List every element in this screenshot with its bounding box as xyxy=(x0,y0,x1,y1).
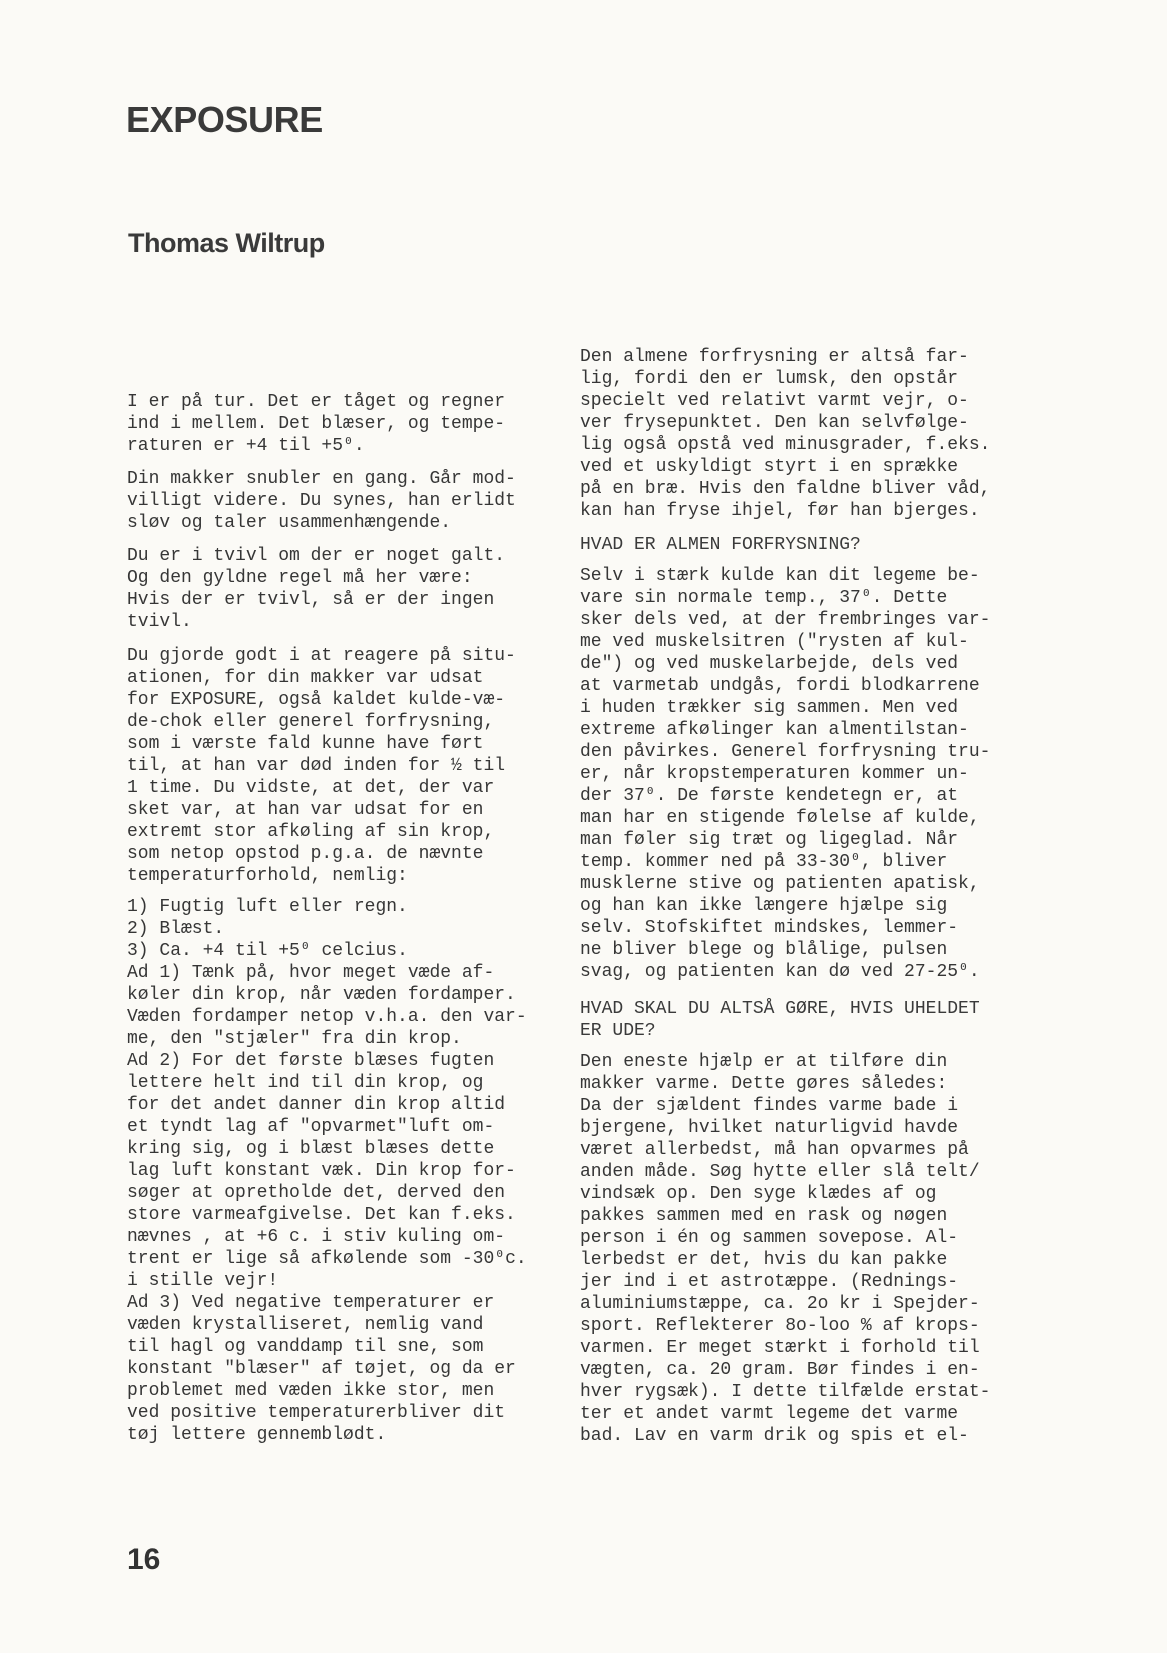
paragraph-intro: I er på tur. Det er tåget og regner ind i mellem. Det blæser, og tempe- raturen er +4 til +5⁰. xyxy=(127,392,506,456)
list-item: 2) Blæst. xyxy=(127,919,225,939)
right-column xyxy=(580,346,990,1447)
paragraph-what-to-do: Den eneste hjælp er at tilføre din makker varme. Dette gøres således: Da der sjældent findes varme bade i bjergene, hvilket naturligvid havde været allerbedst, må han opvarmes på anden måde. Søg hytte eller slå telt/ vindsæk op. Den syge klædes af og pakkes sammen med en rask og nøgen person i én og sammen sovepose. Al- lerbedst er det, hvis du kan pakke jer ind i et astrotæppe. (Rednings- aluminiumstæppe, ca. 2o kr i Spejder- sport. Reflekterer 8o-loo % af krops- varmen. Er meget stærkt i forhold til vægten, ca. 20 gram. Bør findes i en- hver rygsæk). I dette tilfælde erstat- ter et andet varmt legeme det varme bad. Lav en varm drik og spis et el- xyxy=(580,1052,991,1446)
page-number: 16 xyxy=(127,1543,161,1576)
note-ad-3: Ad 3) Ved negative temperaturer er væden krystalliseret, nemlig vand til hagl og vanddamp til sne, som konstant "blæser" af tøjet, og da er problemet med væden ikke stor, men ved positive temperaturerbliver dit tøj lettere gennemblødt. xyxy=(127,1293,516,1445)
note-ad-1: Ad 1) Tænk på, hvor meget væde af- køler din krop, når væden fordamper. Væden fordamper netop v.h.a. den var- me, den "stjæler" fra din krop. xyxy=(127,963,527,1049)
paragraph-symptoms: Din makker snubler en gang. Går mod- villigt videre. Du synes, han erlidt sløv og taler usammenhængende. xyxy=(127,469,516,533)
section-heading-what-to-do: HVAD SKAL DU ALTSÅ GØRE, HVIS UHELDET ER UDE? xyxy=(580,999,980,1041)
paragraph-what-is: Selv i stærk kulde kan dit legeme be- vare sin normale temp., 37⁰. Dette sker dels ved, at der frembringes var- me ved muskelsitren ("rysten af kul- de") og ved muskelarbejde, dels ved at varmetab undgås, fordi blodkarrene i huden trækker sig sammen. Men ved extreme afkølinger kan almentilstan- den påvirkes. Generel forfrysning tru- er, når kropstemperaturen kommer un- der 37⁰. De første kendetegn er, at man har en stigende følelse af kulde, man føler sig træt og ligeglad. Når temp. kommer ned på 33-30⁰, bliver musklerne stive og patienten apatisk, og han kan ikke længere hjælpe sig selv. Stofskiftet mindskes, lemmer- ne bliver blege og blålige, pulsen svag, og patienten kan dø ved 27-25⁰. xyxy=(580,566,991,982)
conditions-list xyxy=(127,896,527,962)
list-item: 3) Ca. +4 til +5⁰ celcius. xyxy=(127,941,408,961)
article-title: EXPOSURE xyxy=(126,99,323,140)
paragraph-golden-rule: Du er i tvivl om der er noget galt. Og den gyldne regel må her være: Hvis der er tvivl, så er der ingen tvivl. xyxy=(127,546,506,632)
note-ad-2: Ad 2) For det første blæses fugten lettere helt ind til din krop, og for det andet danner din krop altid et tyndt lag af "opvarmet"luft om- kring sig, og i blæst blæses dette lag luft konstant væk. Din krop for- søger at opretholde det, derved den store varmeafgivelse. Det kan f.eks. nævnes , at +6 c. i stiv kuling om- trent er lige så afkølende som -30⁰c. i stille vejr! xyxy=(127,1051,527,1291)
list-item: 1) Fugtig luft eller regn. xyxy=(127,897,408,917)
article-author: Thomas Wiltrup xyxy=(128,228,325,258)
section-heading-what-is: HVAD ER ALMEN FORFRYSNING? xyxy=(580,535,861,555)
left-column xyxy=(127,391,527,1446)
paragraph-exposure-explanation: Du gjorde godt i at reagere på situ- ationen, for din makker var udsat for EXPOSURE, også kaldet kulde-væ- de-chok eller generel forfrysning, som i værste fald kunne have ført til, at han var død inden for ½ til 1 time. Du vidste, at det, der var sket var, at han var udsat for en extremt stor afkøling af sin krop, som netop opstod p.g.a. de nævnte temperaturforhold, nemlig: xyxy=(127,646,516,886)
paragraph-general-hypothermia: Den almene forfrysning er altså far- lig, fordi den er lumsk, den opstår specielt ved relativt varmt vejr, o- ver frysepunktet. Den kan selvfølge- lig også opstå ved minusgrader, f.eks. ved et uskyldigt styrt i en sprække på en bræ. Hvis den faldne bliver våd, kan han fryse ihjel, før han bjerges. xyxy=(580,347,991,521)
